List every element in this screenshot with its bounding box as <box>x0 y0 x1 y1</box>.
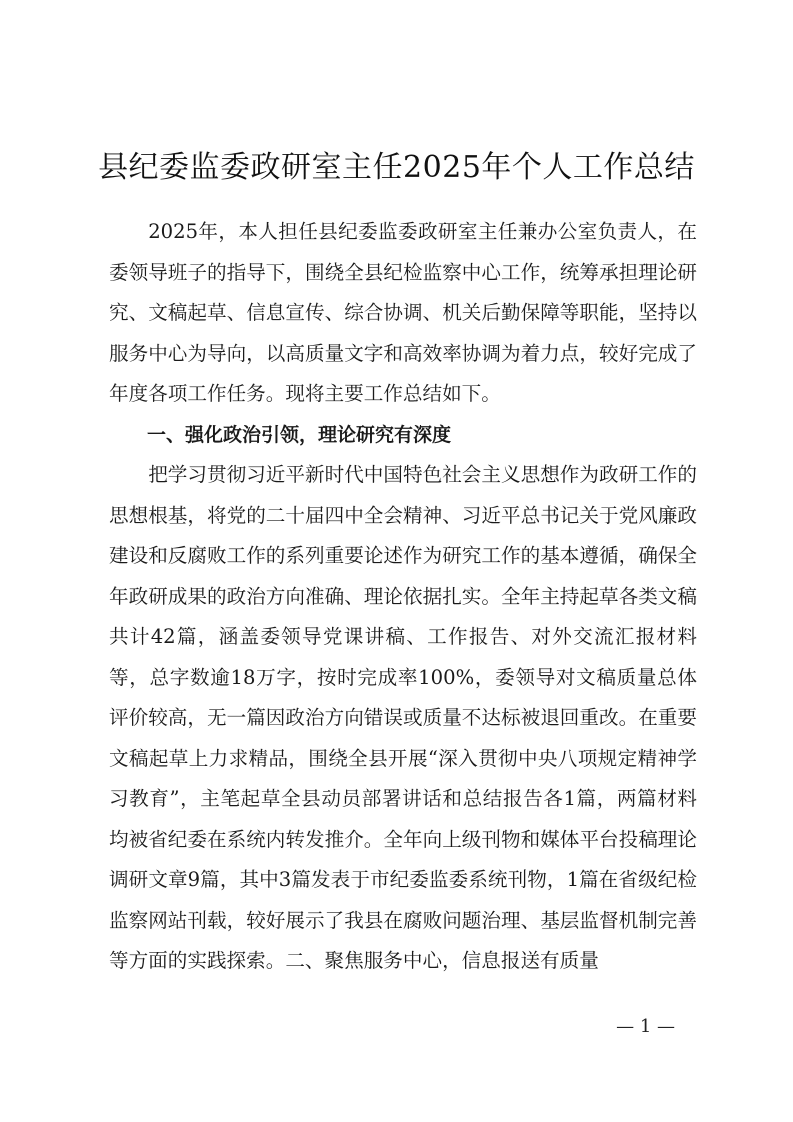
page-number: — 1 — <box>616 1016 675 1037</box>
document-title: 县纪委监委政研室主任2025年个人工作总结 <box>98 150 695 185</box>
section-1-paragraph: 把学习贯彻习近平新时代中国特色社会主义思想作为政研工作的思想根基，将党的二十届四中全会精神、习近平总书记关于党风廉政建设和反腐败工作的系列重要论述作为研究工作的基本遵循，确保全年政研成果的政治方向准确、理论依据扎实。全年主持起草各类文稿共计42篇，涵盖委领导党课讲稿、工作报告、对外交流汇报材料等，总字数逾18万字，按时完成率100%，委领导对文稿质量总体评价较高，无一篇因政治方向错误或质量不达标被退回重改。在重要文稿起草上力求精品，围绕全县开展“深入贯彻中央八项规定精神学习教育”，主笔起草全县动员部署讲话和总结报告各1篇，两篇材料均被省纪委在系统内转发推介。全年向上级刊物和媒体平台投稿理论调研文章9篇，其中3篇发表于市纪委监委系统刊物，1篇在省级纪检监察网站刊载，较好展示了我县在腐败问题治理、基层监督机制完善等方面的实践探索。二、聚焦服务中心，信息报送有质量 <box>109 463 697 972</box>
section-heading-1: 一、强化政治引领，理论研究有深度 <box>147 423 452 446</box>
intro-paragraph: 2025年，本人担任县纪委监委政研室主任兼办公室负责人，在委领导班子的指导下，围绕全县纪检监察中心工作，统筹承担理论研究、文稿起草、信息宣传、综合协调、机关后勤保障等职能，坚持以服务中心为导向，以高质量文字和高效率协调为着力点，较好完成了年度各项工作任务。现将主要工作总结如下。 <box>109 220 697 405</box>
document-body <box>109 212 697 982</box>
